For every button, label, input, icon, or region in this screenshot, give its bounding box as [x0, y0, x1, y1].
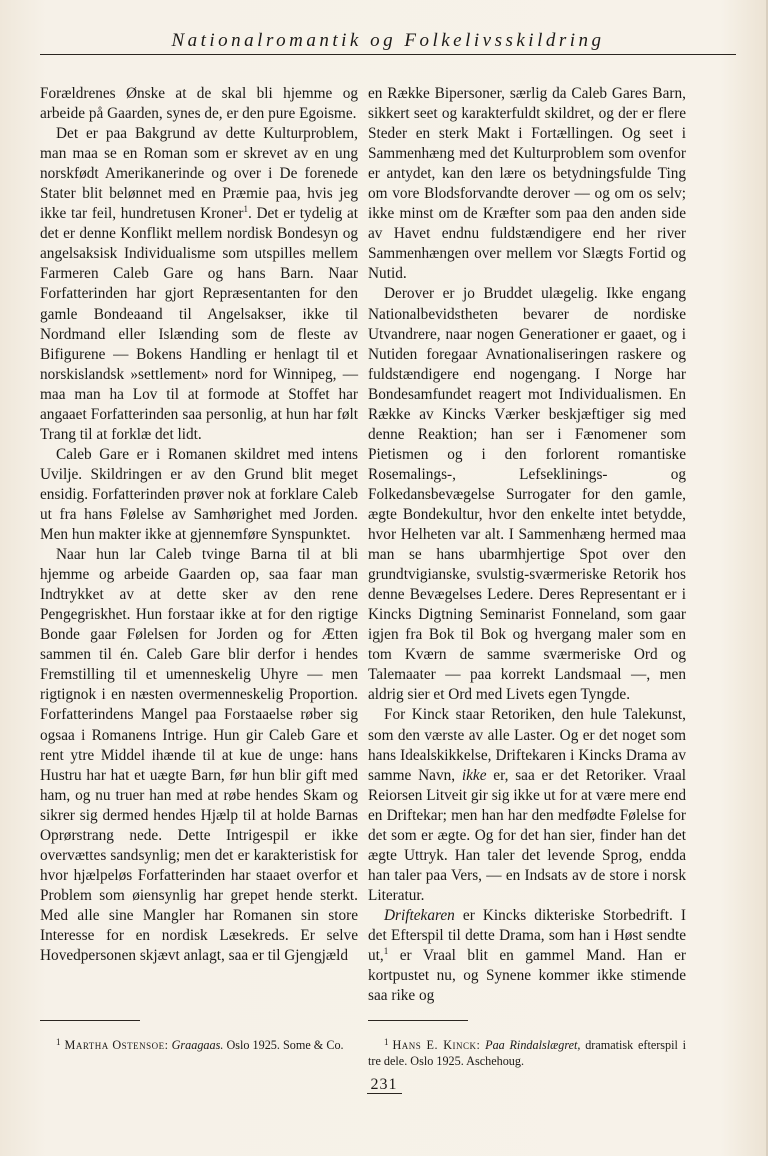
right-paragraph-4 [368, 906, 686, 1006]
left-paragraph-4: Naar hun lar Caleb tvinge Barna til at bli hjemme og arbeide Gaarden op, saa faar man Indtrykket av at dette sker av den rene Pengegriskhet. Hun forstaar ikke at for den rigtige Bonde gaar Følelsen for Jorden og for Ætten sammen til én. Caleb Gare blir derfor i hendes Fremstilling til et umenneskelig Uhyre — men rigtignok i en næsten overmenneskelig Proportion. Forfatterindens Mangel paa Forstaaelse røber sig ogsaa i Romanens Intrige. Hun gir Caleb Gare et rent ytre Middel ihænde til at kue de unge: hans Hustru har hat et uægte Barn, før hun blir gift med ham, og nu truer han med at røbe hendes Skam og sikrer sig dermed hendes Hjælp til at holde Barnas Oprørstrang nede. Dette Intrigespil er ikke overvættes sandsynlig; men det er karakteristisk for hvor hjælpeløs Forfatterinden har staaet overfor et Problem som øiensynlig har grepet hende sterkt. Med alle sine Mangler har Romanen sin store Interesse for en nordisk Læsekreds. Er selve Hovedpersonen skjævt anlagt, saa er til Gjengjæld [40, 546, 358, 965]
left-paragraph-3: Caleb Gare er i Romanen skildret med intens Uvilje. Skildringen er av den Grund blit meget ensidig. Forfatterinden prøver nok at forklare Caleb ut fra hans Følelse av Samhørighet med Jorden. Men hun makter ikke at gjennemføre Synspunktet. [40, 445, 358, 544]
page-number-text: 231 [367, 1076, 402, 1094]
right-paragraph-4-text-b: er Vraal blit en gammel Mand. Han er kortpustet nu, og Synene kommer ikke stimende saa rike og [368, 947, 686, 1005]
right-column [368, 84, 686, 1006]
left-column [40, 84, 358, 966]
footnote-ref-left: 1 [243, 204, 248, 215]
running-header [40, 30, 736, 55]
right-paragraph-1: en Række Bipersoner, særlig da Caleb Gares Barn, sikkert seet og karakterfuldt skildret, og der er flere Steder en sterk Makt i Fortællingen. Og seet i Sammenhæng med det Kulturproblem som ovenfor er antydet, kan den lære os betydningsfulde Ting om vore Blodsforvandte derover — og om os selv; ikke minst om de Kræfter som paa den anden side av Havet endnu fuldstændigere end her river Sammenhængen over mellem vor Slægts Fortid og Nutid. [368, 85, 686, 283]
left-paragraph-2-text: Det er paa Bakgrund av dette Kulturproblem, man maa se en Roman som er skrevet av en ung norskfødt Amerikanerinde og over i De forenede Stater blit belønnet med en Præmie paa, hvis jeg ikke tar feil, hundretusen Kroner [40, 125, 358, 223]
footnote-ref-right: 1 [383, 946, 389, 957]
right-paragraph-3-text-a: For Kinck staar Retoriken, den hule Talekunst, som den værste av alle Laster. Og er det noget som hans Idealskikkelse, Driftekaren i Kincks Drama av samme Navn, [368, 706, 686, 784]
footnote-right-number: 1 [384, 1037, 389, 1047]
right-paragraph-2: Derover er jo Bruddet ulægelig. Ikke engang Nationalbevidstheten bevarer de nordiske Utvandrere, naar nogen Generationer er gaaet, og i Nutiden foregaar Avnationaliseringen raskere og fuldstændigere end nogengang. I Norge har Bondesamfundet reagert mot Individualismen. En Række av Kincks Værker beskjæftiger sig med denne Reaktion; han ser i Fænomener som Pietismen og i den forlorent romantiske Rosemalings-, Lefseklinings- og Folkedansbevægelse Surrogater for den gamle, ægte Bondekultur, hvor den enkelte intet betydde, hvor Helheten var alt. I Sammenhæng hermed maa man se hans ubarmhjertige Spot over den grundtvigianske, svulstig-sværmeriske Retorik hos denne Bevægelses Ledere. Deres Representant er i Kincks Digtning Seminarist Fonneland, som gaar igjen fra Bok til Bok og hvergang maler som en tom Kværn de samme sværmeriske Ord og Talemaater — paa korrekt Landsmaal —, men aldrig sier et Ord med Livets egen Tyngde. [368, 285, 686, 704]
footnote-right [368, 1034, 686, 1069]
page-number [0, 1076, 768, 1094]
left-paragraph-1: Forældrenes Ønske at de skal bli hjemme og arbeide på Gaarden, synes de, er den pure Egoisme. [40, 85, 358, 123]
right-paragraph-3 [368, 705, 686, 905]
left-paragraph-2-continuation: . Det er tydelig at det er denne Konflikt mellem nordisk Bondesyn og angelsaksisk Individualisme som utspilles mellem Farmeren Caleb Gare og hans Barn. Naar Forfatterinden har gjort Repræsentanten for den gamle Bondeaand til Angelsakser, ikke til Nordmand eller Islænding som de fleste av Bifigurene — Bokens Handling er henlagt til et norskislandsk »settlement» nord for Winnipeg, — maa man ha Lov til at formode at Stoffet har angaaet Forfatterinden saa personlig, at hun har følt Trang til at forklæ det lidt. [40, 205, 358, 443]
right-paragraph-4-text-a: er Kincks dikteriske Storbedrift. I det Efterspil til dette Drama, som han i Høst sendte ut, [368, 906, 686, 965]
footnote-left-author: Martha Ostensoe: [64, 1038, 169, 1052]
footnote-right-rest: dramatisk efterspil i tre dele. Oslo 1925. Aschehoug. [368, 1038, 687, 1068]
right-paragraph-3-emphasis: ikke [461, 766, 487, 784]
footnote-left-rest: Oslo 1925. Some & Co. [226, 1038, 344, 1052]
footnote-right-author: Hans E. Kinck: [392, 1038, 481, 1052]
footnote-left-number: 1 [56, 1037, 61, 1047]
running-header-title: Nationalromantik og Folkelivsskildring [171, 30, 605, 51]
footnote-divider-left [40, 1020, 140, 1021]
right-paragraph-3-text-b: er, saa er det Retoriker. Vraal Reiorsen Litveit gir sig ikke ut for at være mere end en Driftekar; men han har den medfødte Følelse for det som er ægte. Og for det han sier, finder han det ægte Uttryk. Han taler det levende Sprog, endda han taler paa Vers, — en Indsats av de store i norsk Literatur. [368, 766, 687, 904]
footnote-right-title: Paa Rindalslægret, [485, 1038, 581, 1052]
footnote-divider-right [368, 1020, 468, 1021]
footnote-left [40, 1034, 358, 1053]
footnote-left-title: Graagaas. [171, 1038, 224, 1052]
left-paragraph-2 [40, 124, 358, 445]
right-paragraph-4-emphasis: Driftekaren [384, 906, 455, 924]
